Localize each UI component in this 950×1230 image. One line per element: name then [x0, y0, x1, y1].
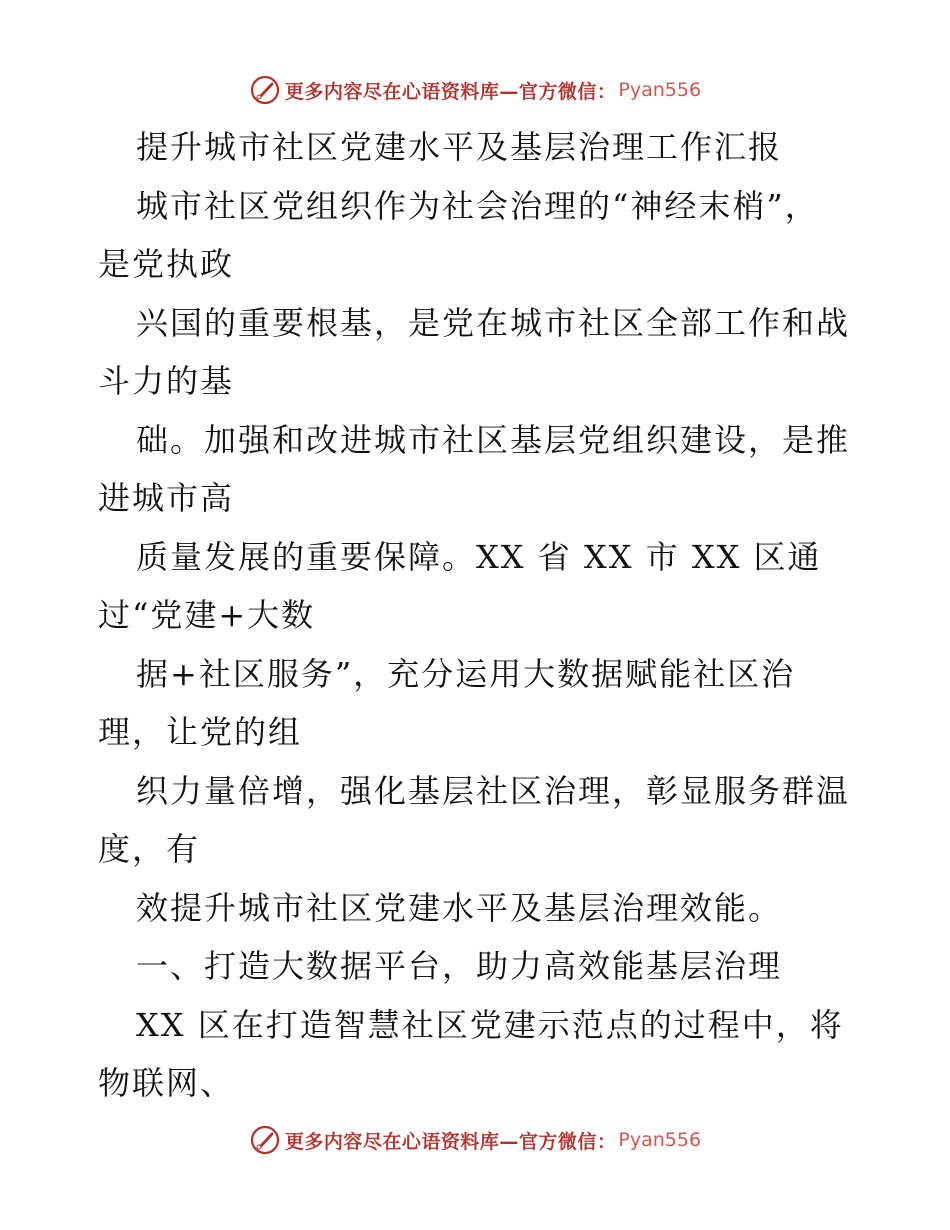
feather-pen-logo-icon	[249, 74, 281, 106]
paragraph-line: 物联网、	[98, 1064, 235, 1102]
paragraph-line: XX 区在打造智慧社区党建示范点的过程中，将	[136, 1005, 844, 1044]
document-title: 提升城市社区党建水平及基层治理工作汇报	[136, 128, 783, 166]
banner-text: 更多内容尽在心语资料库—官方微信：	[284, 80, 617, 103]
paragraph-line: 度，有	[98, 830, 201, 868]
feather-pen-logo-icon	[249, 1124, 281, 1156]
paragraph-line: 过“党建+大数	[98, 596, 316, 634]
paragraph-line: 础。加强和改进城市社区基层党组织建设，是推	[136, 420, 851, 459]
paragraph-line: 兴国的重要根基，是党在城市社区全部工作和战	[136, 303, 851, 342]
paragraph-line: 城市社区党组织作为社会治理的“神经末梢”，	[136, 186, 819, 225]
wechat-id: Pyan556	[618, 79, 702, 101]
paragraph-line: 织力量倍增，强化基层社区治理，彰显服务群温	[136, 771, 851, 810]
section-heading: 一、打造大数据平台，助力高效能基层治理	[136, 947, 783, 985]
footer-banner	[0, 1120, 950, 1160]
paragraph-line: 是党执政	[98, 245, 235, 283]
paragraph-line: 效提升城市社区党建水平及基层治理效能。	[136, 888, 783, 927]
wechat-id: Pyan556	[618, 1129, 702, 1151]
banner-text: 更多内容尽在心语资料库—官方微信：	[284, 1130, 617, 1153]
paragraph-line: 斗力的基	[98, 362, 235, 400]
header-banner	[0, 70, 950, 110]
paragraph-line: 理，让党的组	[98, 713, 303, 751]
paragraph-line: 据+社区服务”，充分运用大数据赋能社区治	[136, 654, 796, 693]
paragraph-line: 质量发展的重要保障。XX 省 XX 市 XX 区通	[136, 537, 822, 576]
document-body	[98, 118, 898, 1113]
paragraph-line: 进城市高	[98, 479, 235, 517]
